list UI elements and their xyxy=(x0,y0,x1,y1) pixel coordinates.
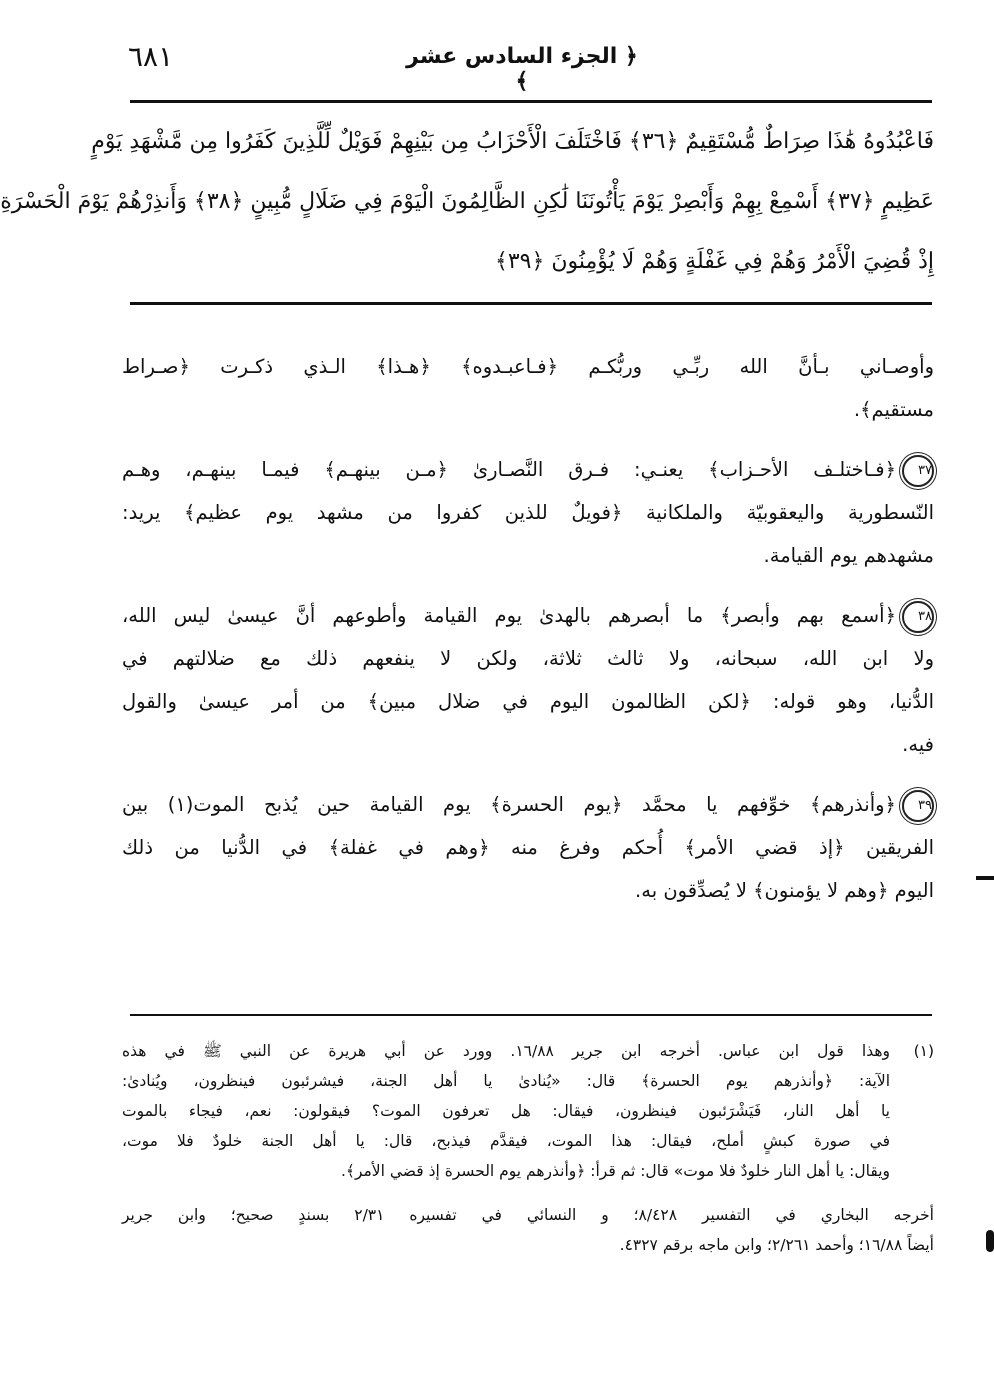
commentary-line: اليوم ﴿وهم لا يؤمنون﴾ لا يُصدِّقون به. xyxy=(635,879,934,902)
footnote-line-text: وهذا قول ابن عباس. أخرجه ابن جرير ١٦/٨٨. وورد عن أبي هريرة عن النبي ﷺ في هذه xyxy=(122,1042,891,1060)
commentary xyxy=(122,345,934,929)
footnote-line: في صورة كبشٍ أملح، فيقال: هذا الموت، فيقدَّم فيذبح، قال: يا أهل الجنة خلودٌ فلا موت، xyxy=(122,1132,890,1150)
commentary-verse-39 xyxy=(122,783,934,912)
scan-edge-mark xyxy=(986,1230,994,1252)
footnote-line: أخرجه البخاري في التفسير ٨/٤٢٨؛ و النسائي في تفسيره ٢/٣١ بسندٍ صحيح؛ وابن جرير xyxy=(122,1206,934,1224)
commentary-line: وأوصـاني بـأنَّ الله ربِّـي وربُّكـم ﴿فـاعبـدوه﴾ ﴿هـذا﴾ الـذي ذكـرت ﴿صـراط xyxy=(122,355,934,378)
commentary-line: ولا ابن الله، سبحانه، ولا ثالث ثلاثة، ولكن لا ينفعهم ذلك مع ضلالتهم في xyxy=(122,647,934,670)
verses-divider xyxy=(130,302,932,305)
commentary-line-text: ﴿أسمع بهم وأبصر﴾ ما أبصرهم بالهدىٰ يوم القيامة وأطوعهم أنَّ عيسىٰ ليس الله، xyxy=(122,604,896,627)
footnote-line: ويقال: يا أهل النار خلودٌ فلا موت» قال: ثم قرأ: ﴿وأنذرهم يوم الحسرة إذ قضي الأمر﴾. xyxy=(340,1162,890,1180)
commentary-line xyxy=(122,783,934,826)
footnote-line: يا أهل النار، فَيَشْرَئبون فينظرون، فيقال: هل تعرفون الموت؟ فيقولون: نعم، فيجاء بالموت xyxy=(122,1102,890,1120)
commentary-intro xyxy=(122,345,934,431)
verse-line: إِذْ قُضِيَ الْأَمْرُ وَهُمْ فِي غَفْلَةٍ وَهُمْ لَا يُؤْمِنُونَ ﴿٣٩﴾ xyxy=(494,249,934,274)
verse-number-marker: ٣٨ xyxy=(902,601,934,633)
footnote-line: الآية: ﴿وأنذرهم يوم الحسرة﴾ قال: «يُنادىٰ يا أهل الجنة، فيشرئبون فينظرون، ويُنادىٰ: xyxy=(122,1072,890,1090)
commentary-line: مشهدهم يوم القيامة. xyxy=(763,544,934,567)
commentary-line: مستقيم﴾. xyxy=(853,398,934,421)
verse-line: عَظِيمٍ ﴿٣٧﴾ أَسْمِعْ بِهِمْ وَأَبْصِرْ يَوْمَ يَأْتُونَنَا لَٰكِنِ الظَّالِمُونَ الْيَوْمَ فِي ضَلَالٍ مُّبِينٍ ﴿٣٨﴾ وَأَنذِرْهُمْ يَوْمَ الْحَسْرَةِ xyxy=(0,189,934,214)
commentary-line xyxy=(122,448,934,491)
commentary-line: الدُّنيا، وهو قوله: ﴿لكن الظالمون اليوم في ضلال مبين﴾ من أمر عيسىٰ والقول xyxy=(122,690,934,713)
commentary-line: فيه. xyxy=(902,733,934,756)
scan-edge-mark xyxy=(976,876,994,880)
page-number: ٦٨١ xyxy=(128,40,174,73)
commentary-line-text: ﴿وأنذرهم﴾ خوِّفهم يا محمَّد ﴿يوم الحسرة﴾ يوم القيامة حين يُذبح الموت(١) بين xyxy=(122,793,896,816)
footnote-sources xyxy=(122,1200,934,1260)
verse-line: فَاعْبُدُوهُ هَٰذَا صِرَاطٌ مُّسْتَقِيمٌ ﴿٣٦﴾ فَاخْتَلَفَ الْأَحْزَابُ مِن بَيْنِهِمْ فَوَيْلٌ لِّلَّذِينَ كَفَرُوا مِن مَّشْهَدِ يَوْمٍ xyxy=(91,129,934,154)
verse-number-marker: ٣٩ xyxy=(902,790,934,822)
part-title: ﴿ الجزء السادس عشر ﴾ xyxy=(406,44,638,94)
commentary-verse-38 xyxy=(122,594,934,766)
commentary-line xyxy=(122,594,934,637)
commentary-line-text: ﴿فـاختلـف الأحـزاب﴾ يعنـي: فـرق النَّصـارىٰ ﴿مـن بينهـم﴾ فيمـا بينهـم، وهـم xyxy=(122,458,896,481)
footnotes xyxy=(122,1036,934,1260)
header-divider xyxy=(130,100,932,103)
verse-number-marker: ٣٧ xyxy=(902,455,934,487)
commentary-line: الفريقين ﴿إذ قضي الأمر﴾ أُحكم وفرغ منه ﴿وهم في غفلة﴾ في الدُّنيا من ذلك xyxy=(122,836,934,859)
commentary-line: النّسطورية واليعقوبيّة والملكانية ﴿فويلٌ للذين كفروا من مشهد يوم عظيم﴾ يريد: xyxy=(122,501,934,524)
footnote-line: أيضاً ١٦/٨٨؛ وأحمد ٢/٢٦١؛ وابن ماجه برقم ٤٣٢٧. xyxy=(619,1236,934,1254)
commentary-verse-37 xyxy=(122,448,934,577)
footnote-divider xyxy=(130,1014,932,1016)
footnote-number: (١) xyxy=(913,1042,935,1060)
quran-verses xyxy=(0,112,934,292)
footnote-1 xyxy=(122,1036,934,1186)
footnote-line xyxy=(122,1036,934,1066)
